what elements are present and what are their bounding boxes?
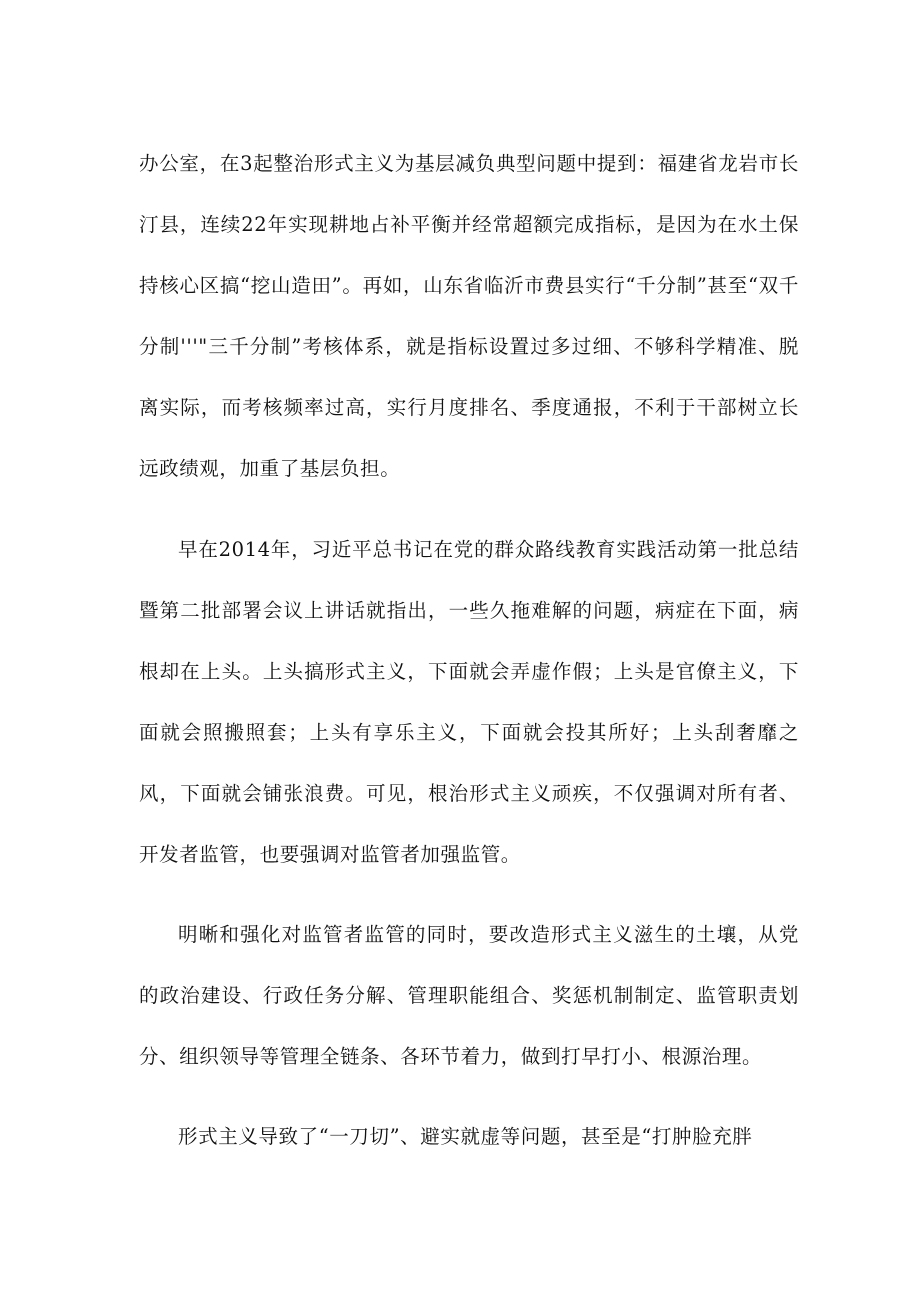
paragraph-1: 办公室，在3起整治形式主义为基层减负典型问题中提到：福建省龙岩市长汀县，连续22年实现耕地占补平衡并经常超额完成指标，是因为在水土保持核心区搞“挖山造田”。再如，山东省临沂市费县实行“千分制”甚至“双千分制'''"三千分制”考核体系，就是指标设置过多过细、不够科学精准、脱离实际，而考核频率过高，实行月度排名、季度通报，不利于干部树立长远政绩观，加重了基层负担。 xyxy=(139,152,799,480)
paragraph-4: 形式主义导致了“一刀切”、避实就虚等问题，甚至是“打肿脸充胖 xyxy=(178,1125,753,1148)
paragraph-2: 早在2014年，习近平总书记在党的群众路线教育实践活动第一批总结暨第二批部署会议上讲话就指出，一些久拖难解的问题，病症在下面，病根却在上头。上头搞形式主义，下面就会弄虚作假；上头是官僚主义，下面就会照搬照套；上头有享乐主义，下面就会投其所好；上头刮奢靡之风，下面就会铺张浪费。可见，根治形式主义顽疾，不仅强调对所有者、开发者监管，也要强调对监管者加强监管。 xyxy=(139,538,799,866)
paragraph-3: 明晰和强化对监管者监管的同时，要改造形式主义滋生的土壤，从党的政治建设、行政任务分解、管理职能组合、奖惩机制制定、监管职责划分、组织领导等管理全链条、各环节着力，做到打早打小、根源治理。 xyxy=(139,923,799,1068)
